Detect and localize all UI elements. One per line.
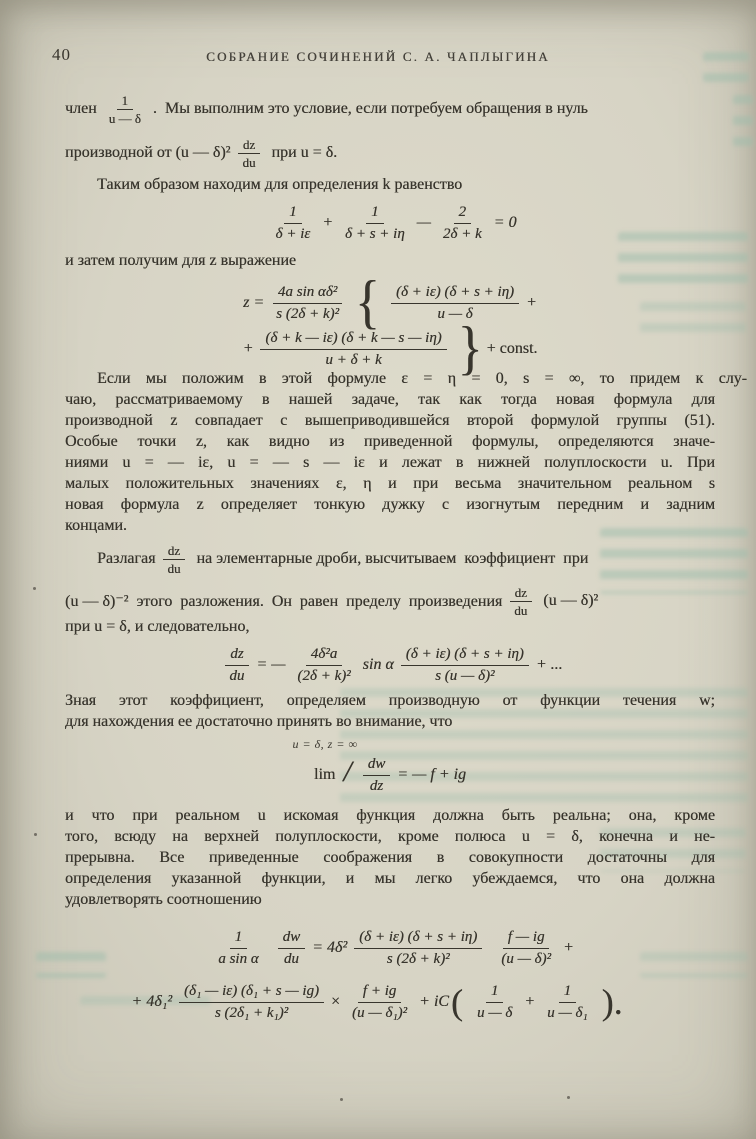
fraction-denominator: dz [369,777,384,794]
operator: = 4δ² [312,939,348,956]
equation-tail: + const. [486,340,538,357]
ink-speck [33,587,36,590]
equation-term: + 4δ₁² [131,993,172,1010]
bleed-through-smudge [733,95,753,155]
operator: + [563,939,574,956]
text-segment: член [65,100,97,117]
fraction-denominator: u — δ [476,1004,513,1021]
fraction-denominator: δ + s + iη [345,225,405,242]
fraction [213,928,263,969]
fraction-denominator: (u — δ₁)² [352,1004,408,1021]
operator: + [524,993,536,1010]
operator: = — [256,656,286,673]
text-line: удовлетворять соотношению [65,891,262,908]
paragraph-line: при u = δ, и следовательно, [65,618,250,635]
equation-lim [65,752,715,798]
equation-z-line1: z = $\frac{\text{4a sin αδ²}}{\text{s (2δ + k)²}}$ { $\frac{(\delta + i\varepsilon) (\delta + s + i\eta)}{u — \delta}$ + [243,269,537,336]
text-segment: (u — δ)² [539,592,599,609]
fraction [260,329,446,370]
text-segment: (u — δ)⁻² этого разложения. Он равен пределу произведения [65,593,503,610]
fraction-numerator: 1 [366,203,384,224]
fraction-denominator: du [167,560,181,576]
text-segment: . Мы выполним это условие, если потребуем обращения в нуль [152,100,588,117]
fraction-denominator: s (2δ₁ + k₁)² [214,1004,289,1021]
operator: + [242,340,254,357]
times-operator: × [330,993,341,1010]
fraction [438,203,487,244]
paragraph-line [65,538,747,580]
text-line: производной z совпадает с вышеприводившейся второй формулой группы (51). [65,412,715,429]
fraction-denominator: du [242,154,256,170]
fraction-numerator: (δ₁ — iε) (δ₁ + s — ig) [179,982,324,1003]
fraction-denominator: du [229,667,245,684]
equation-rhs: = 0 [493,214,517,231]
text-line: чаю, рассматриваемому в нашей задаче, так как тогда новая формула для [65,391,715,408]
fraction [542,982,593,1023]
paragraph-line [65,86,715,132]
fraction-numerator: 1 [486,982,504,1003]
fraction-denominator: u — δ₁ [547,1004,588,1021]
lim-symbol: lim [314,766,336,783]
text-line: новая формула z определяет тонкую дужку с изогнутым передним и задним [65,496,715,513]
fraction-denominator: u — δ [108,110,141,126]
text-line: ниями u = — iε, u = — s — iε и лежат в нижней полуплоскости u. При [65,454,715,471]
fraction-denominator: du [283,950,299,967]
limit-condition: u = δ, z = ∞ [292,737,358,751]
text-segment: при u = δ. [267,144,338,161]
text-line: Особые точки z, как видно из приведенной формулы, определяются значе- [65,433,715,450]
fraction-numerator: (δ + iε) (δ + s + iη) [401,645,529,666]
fraction [340,203,410,244]
operator: + [322,214,333,231]
fraction-numerator: (δ + iε) (δ + s + iη) [354,928,482,949]
equation-z-line2: + $\frac{(\delta + k — i\varepsilon) (\delta + k — s — i\eta)}{u + \delta + k}$ } + const. [242,315,538,382]
equation-rhs: = — f + ig [397,766,466,783]
fraction-numerator: (δ + iε) (δ + s + iη) [391,283,519,304]
ink-speck [567,1096,570,1099]
text-segment: Разлагая [97,550,156,567]
fraction-denominator: δ + iε [275,225,311,242]
fraction-numerator: dw [278,928,306,949]
paragraph-line [65,580,715,622]
fraction-denominator: s (2δ + k)² [386,950,450,967]
fraction [401,645,529,686]
fraction-numerator: 1 [284,203,302,224]
page-number: 40 [52,45,71,64]
text-line: и что при реальном u искомая функция должна быть реальна; она, кроме [65,807,715,824]
fraction-denominator: u + δ + k [325,351,382,368]
equation-w-line2: + 4δ₁² $\frac{\text{(δ₁ — iε) (δ₁ + s — ig)}}{\text{s (2δ₁ + k₁)²}}$ × $\frac{f + ig}{\text{(u — δ₁)²}}$ + iC ( $\frac{1}{u — \delta}$ + $\frac{1}{\text{u — δ₁}}$ ). [131,982,623,1022]
inline-fraction [509,585,532,618]
text-segment: на элементарные дроби, высчитываем коэффициент при [192,550,589,567]
fraction-numerator: dz [238,137,260,154]
fraction-denominator: (2δ + k)² [297,667,351,684]
text-segment: производной от (u — δ)² [65,144,231,161]
fraction-numerator: 4δ²a [306,645,342,666]
equation-lhs: z = [243,294,265,311]
fraction [391,283,519,324]
fraction-denominator: s (2δ + k)² [276,305,339,322]
fraction [292,645,355,686]
text-line: прерывна. Все приведенные соображения в совокупности достаточны для [65,849,715,866]
fraction-numerator: f — ig [503,928,550,949]
fraction [363,755,391,796]
operator: — [416,214,431,231]
text-line: определения указанной функции, и мы легко убеждаемся, что она должна [65,870,715,887]
fraction-denominator: (u — δ)² [501,950,552,967]
paragraph: и затем получим для z выражение [65,252,297,269]
operator: + [526,294,537,311]
fraction [179,982,324,1023]
function-name: sin α [362,656,394,673]
fraction [271,203,316,244]
fraction [271,283,344,324]
text-line: Зная этот коэффициент, определяем производную от функции течения w; [65,692,715,709]
text-line: малых положительных значениях ε, η и при весьма значительном реальном s [65,475,715,492]
ink-speck [340,1098,343,1101]
inline-fraction [237,137,260,170]
ink-speck [34,833,37,836]
fraction [472,982,517,1023]
slash-symbol: / [343,755,352,788]
fraction-numerator: dz [163,543,185,560]
fraction-denominator: u — δ [437,305,473,322]
fraction-numerator: 2 [454,203,472,224]
fraction-numerator: 1 [230,928,248,949]
fraction-numerator: dz [510,585,532,602]
paragraph: Таким образом находим для определения k равенство [97,176,463,193]
fraction-denominator: 2δ + k [442,225,482,242]
fraction [224,645,249,686]
equation-k [65,196,715,250]
text-line: концами. [65,517,127,534]
fraction-numerator: dw [363,755,391,776]
fraction [354,928,482,969]
fraction-numerator: dz [225,645,248,666]
running-head: СОБРАНИЕ СОЧИНЕНИЙ С. А. ЧАПЛЫГИНА [206,49,550,64]
text-line: того, всюду на верхней полуплоскости, кроме полюса u = δ, конечна и не- [65,828,715,845]
text-line: Если мы положим в этой формуле ε = η = 0, s = ∞, то придем к слу- [97,370,747,387]
fraction-denominator: du [514,602,528,618]
equation-term: + iC [419,993,449,1010]
text-line: для нахождения ее достаточно принять во внимание, что [65,713,453,730]
fraction [278,928,306,969]
inline-fraction [104,93,146,126]
fraction [347,982,412,1023]
fraction-numerator: (δ + k — iε) (δ + k — s — iη) [260,329,446,350]
equation-w-line1 [65,920,715,976]
fraction-numerator: 1 [117,93,134,110]
inline-fraction [162,543,185,576]
fraction-numerator: 4a sin αδ² [273,283,342,304]
paragraph-line [65,130,715,176]
fraction-denominator: s (u — δ)² [435,667,495,684]
fraction-numerator: f + ig [358,982,401,1003]
equation-dz [65,638,715,692]
equation-tail: + ... [535,656,563,673]
fraction [496,928,556,969]
fraction-denominator: a sin α [218,950,259,967]
fraction-numerator: 1 [559,982,577,1003]
